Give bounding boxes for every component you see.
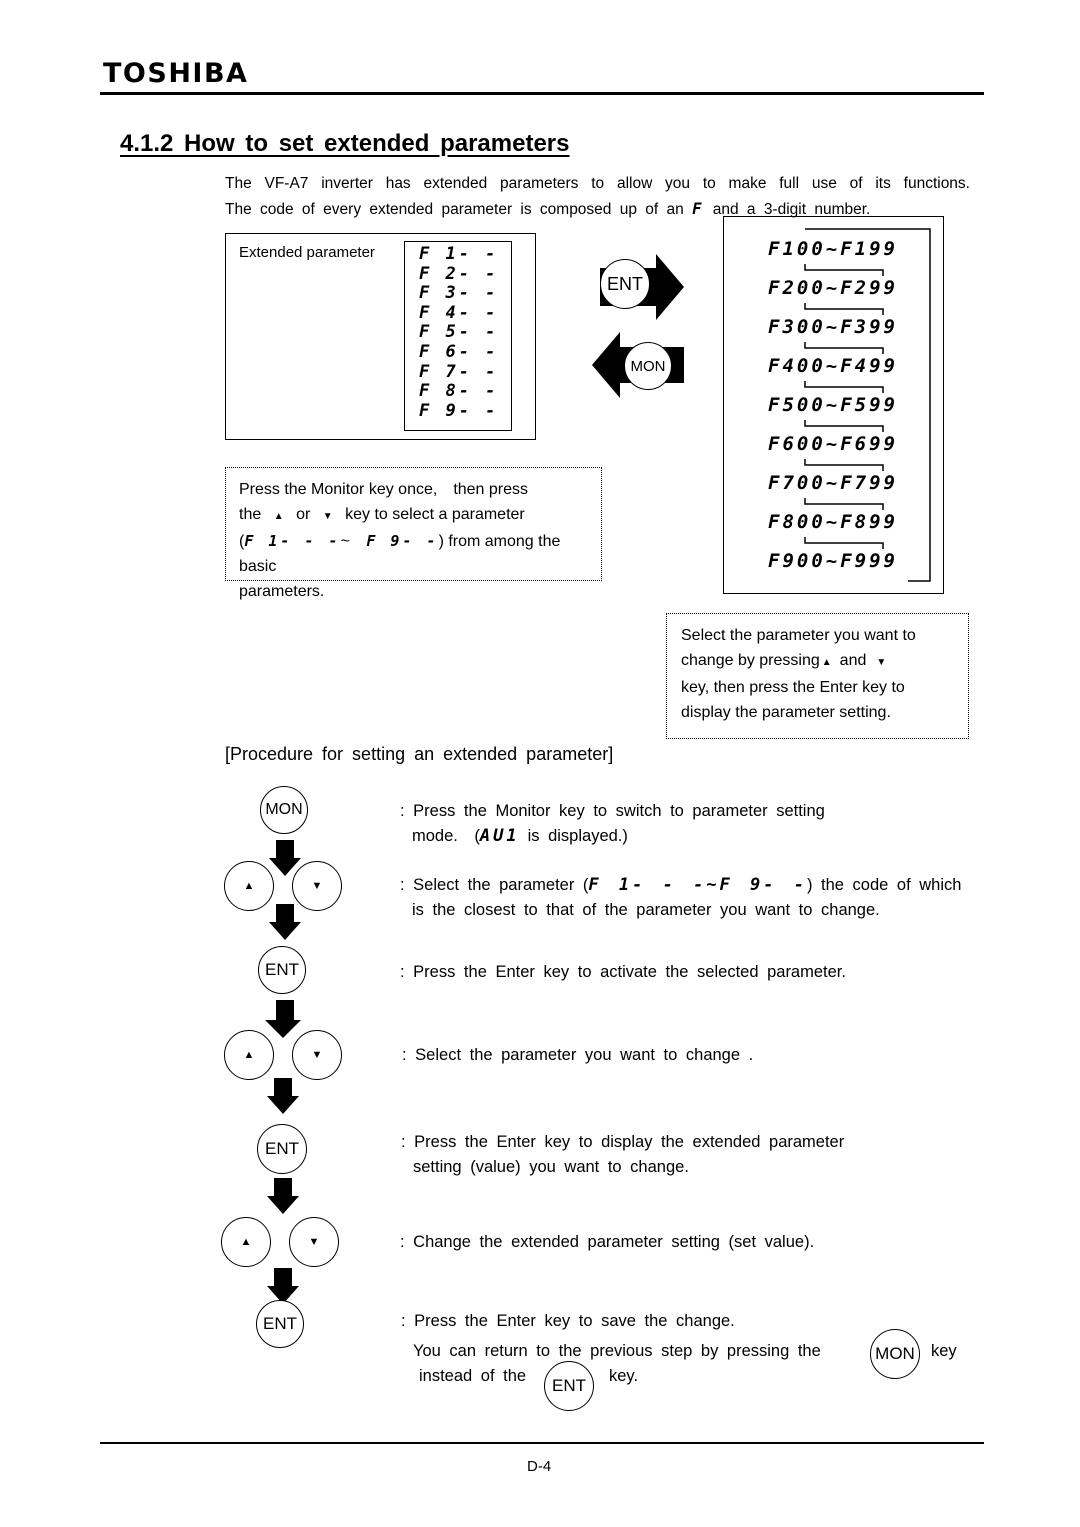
step4-up-key: ▲ — [224, 1030, 274, 1080]
range-f800-f899: F800~F899 — [768, 511, 898, 533]
step1-code-au1: AU1 — [479, 826, 520, 846]
monitor-key-note — [225, 467, 602, 600]
step4-desc: : Select the parameter you want to change . — [402, 1046, 754, 1064]
step7-ent-key-inline: ENT — [544, 1361, 594, 1411]
code-f9: F 9- - — [419, 400, 499, 421]
step2-code-range: F 1- - -~F 9- - — [588, 875, 807, 895]
intro-text-b: and a 3-digit number. — [712, 201, 871, 218]
range-f900-f999: F900~F999 — [768, 550, 898, 572]
range-f400-f499: F400~F499 — [768, 355, 898, 377]
select-parameter-note — [666, 613, 969, 739]
step1-mon-key: MON — [260, 786, 308, 834]
step1-text-a: mode. ( — [412, 827, 480, 845]
step1-line-1: : Press the Monitor key to switch to parameter setting — [400, 802, 825, 820]
range-f100-f199: F100~F199 — [768, 238, 898, 260]
note1-line-1: Press the Monitor key once, then press — [239, 481, 529, 498]
step6-desc: : Change the extended parameter setting (set value). — [400, 1233, 815, 1251]
note2-text-and: and — [839, 652, 867, 669]
note1-line-3 — [239, 529, 601, 579]
step7-line-2: You can return to the previous step by pressing the — [413, 1342, 821, 1360]
step2-down-key: ▼ — [292, 861, 342, 911]
code-f2: F 2- - — [419, 263, 499, 284]
mon-key-top: MON — [624, 342, 672, 390]
step7-text-key2: key. — [609, 1367, 639, 1385]
code-f4: F 4- - — [419, 302, 499, 323]
range-f600-f699: F600~F699 — [768, 433, 898, 455]
range-f200-f299: F200~F299 — [768, 277, 898, 299]
step1-desc — [400, 799, 825, 849]
note1-paren-open: ( — [239, 533, 245, 550]
note2-line-1: Select the parameter you want to — [681, 627, 916, 644]
step5-line-1: : Press the Enter key to display the extended parameter — [401, 1133, 845, 1151]
note1-code-f9: F 9- - — [366, 532, 439, 550]
step7-line-3: instead of the — [419, 1367, 527, 1385]
note1-tilde: ~ — [340, 533, 350, 550]
up-arrow-icon: ▲ — [273, 511, 284, 522]
note2-line-4: display the parameter setting. — [681, 704, 891, 721]
step2-text-a: : Select the parameter ( — [400, 876, 589, 894]
intro-line-1: The VF-A7 inverter has extended parameters to allow you to make full use of its functions. — [225, 175, 970, 192]
code-f1: F 1- - — [419, 244, 499, 264]
step5-ent-key: ENT — [257, 1124, 307, 1174]
down-arrow-icon: ▼ — [322, 511, 333, 522]
procedure-title: [Procedure for setting an extended parameter] — [225, 744, 614, 764]
step4-down-key: ▼ — [292, 1030, 342, 1080]
code-f3: F 3- - — [419, 283, 499, 304]
note1-line-2 — [239, 502, 601, 529]
step2-up-key: ▲ — [224, 861, 274, 911]
step1-text-b: is displayed.) — [527, 827, 628, 845]
ent-key-top: ENT — [600, 259, 650, 309]
note1-text-the: the — [239, 506, 262, 523]
step5-desc — [401, 1130, 844, 1180]
step7-mon-key: MON — [870, 1329, 920, 1379]
section-title: 4.1.2 How to set extended parameters — [120, 130, 570, 157]
code-f8: F 8- - — [419, 381, 499, 402]
range-f700-f799: F700~F799 — [768, 472, 898, 494]
toshiba-logo: TOSHIBA — [103, 58, 249, 89]
note2-line-3: key, then press the Enter key to — [681, 679, 905, 696]
range-f500-f599: F500~F599 — [768, 394, 898, 416]
down-arrow-icon: ▼ — [876, 657, 887, 668]
note1-line-4: parameters. — [239, 583, 325, 600]
basic-code-list — [404, 241, 512, 431]
note2-line-2 — [681, 648, 968, 675]
step1-line-2 — [400, 824, 825, 849]
note1-code-f1: F 1- - - — [244, 532, 341, 550]
code-f5: F 5- - — [419, 322, 499, 343]
note1-text-rest: key to select a parameter — [345, 506, 525, 523]
intro-f-glyph: F — [692, 200, 705, 218]
step7-ent-key: ENT — [256, 1300, 304, 1348]
up-arrow-icon: ▲ — [821, 657, 832, 668]
extended-parameter-label: Extended parameter — [239, 244, 375, 261]
step6-up-key: ▲ — [221, 1217, 271, 1267]
extended-parameter-box — [225, 233, 536, 440]
intro-text-a: The code of every extended parameter is composed up of an — [225, 201, 684, 218]
step3-ent-key: ENT — [258, 946, 306, 994]
header-rule — [100, 92, 984, 95]
step7-text-key: key — [931, 1342, 957, 1360]
note2-text-a: change by pressing — [681, 652, 820, 669]
step6-down-key: ▼ — [289, 1217, 339, 1267]
range-f300-f399: F300~F399 — [768, 316, 898, 338]
code-f6: F 6- - — [419, 341, 499, 362]
step2-line-1 — [400, 873, 961, 898]
step2-desc — [400, 873, 961, 923]
footer-rule — [100, 1442, 984, 1444]
note1-text-or: or — [296, 506, 311, 523]
step3-desc: : Press the Enter key to activate the selected parameter. — [400, 963, 846, 981]
step7-desc: : Press the Enter key to save the change. — [401, 1312, 735, 1330]
step2-line-2: is the closest to that of the parameter you want to change. — [412, 901, 880, 919]
note1-text-rest2: ) from among the basic — [239, 533, 561, 575]
page-number: D-4 — [527, 1458, 552, 1475]
step5-line-2: setting (value) you want to change. — [413, 1158, 689, 1176]
step2-text-b: ) the code of which — [806, 876, 962, 894]
code-f7: F 7- - — [419, 361, 499, 382]
